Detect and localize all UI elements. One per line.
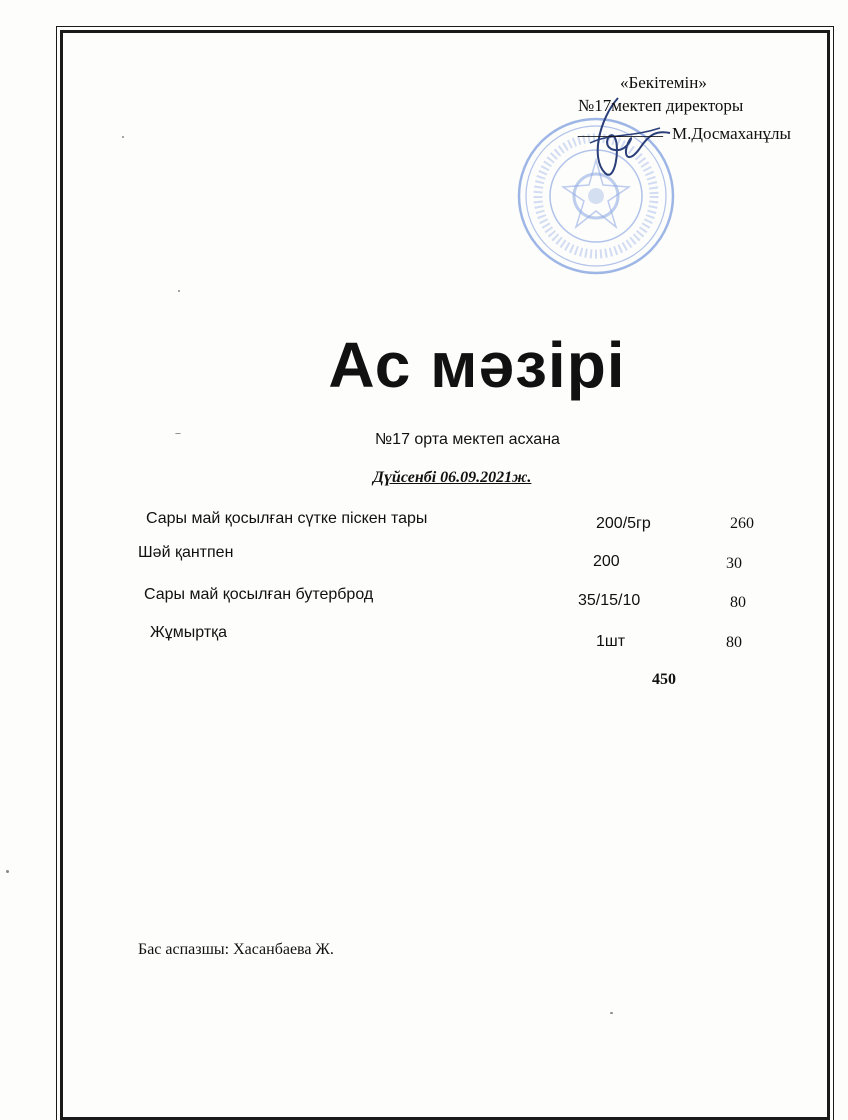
scan-speck	[610, 1012, 613, 1014]
day-date: Дүйсенбі 06.09.2021ж.	[373, 469, 532, 486]
page-title	[0, 328, 848, 402]
director-position: №17мектеп директоры	[578, 96, 744, 115]
scan-speck	[122, 136, 124, 138]
menu-item-price: 260	[730, 515, 754, 532]
approve-word: «Бекітемін»	[620, 73, 707, 92]
menu-item-price: 80	[730, 594, 746, 611]
scan-speck	[175, 433, 181, 434]
menu-item-name: Жұмыртқа	[150, 624, 228, 641]
head-chef: Бас аспазшы: Хасанбаева Ж.	[138, 941, 334, 958]
menu-item-name: Шәй қантпен	[138, 544, 234, 561]
menu-item-name: Сары май қосылған бутерброд	[144, 586, 374, 603]
scan-speck	[6, 870, 9, 873]
menu-item-portion: 200	[593, 553, 620, 570]
signature-line: __________	[578, 120, 663, 139]
menu-item-portion: 200/5гр	[596, 515, 651, 532]
menu-item-price: 80	[726, 634, 742, 651]
menu-item-portion: 1шт	[596, 633, 626, 650]
menu-item-portion: 35/15/10	[578, 592, 641, 609]
menu-item-name: Сары май қосылған сүтке піскен тары	[146, 510, 428, 527]
scan-speck	[178, 290, 180, 292]
subtitle: №17 орта мектеп асхана	[375, 431, 560, 448]
menu-item-price: 30	[726, 555, 742, 572]
title-text: Ас мәзірі	[328, 329, 626, 401]
director-name: М.Досмаханұлы	[672, 124, 791, 143]
menu-total: 450	[652, 671, 676, 688]
